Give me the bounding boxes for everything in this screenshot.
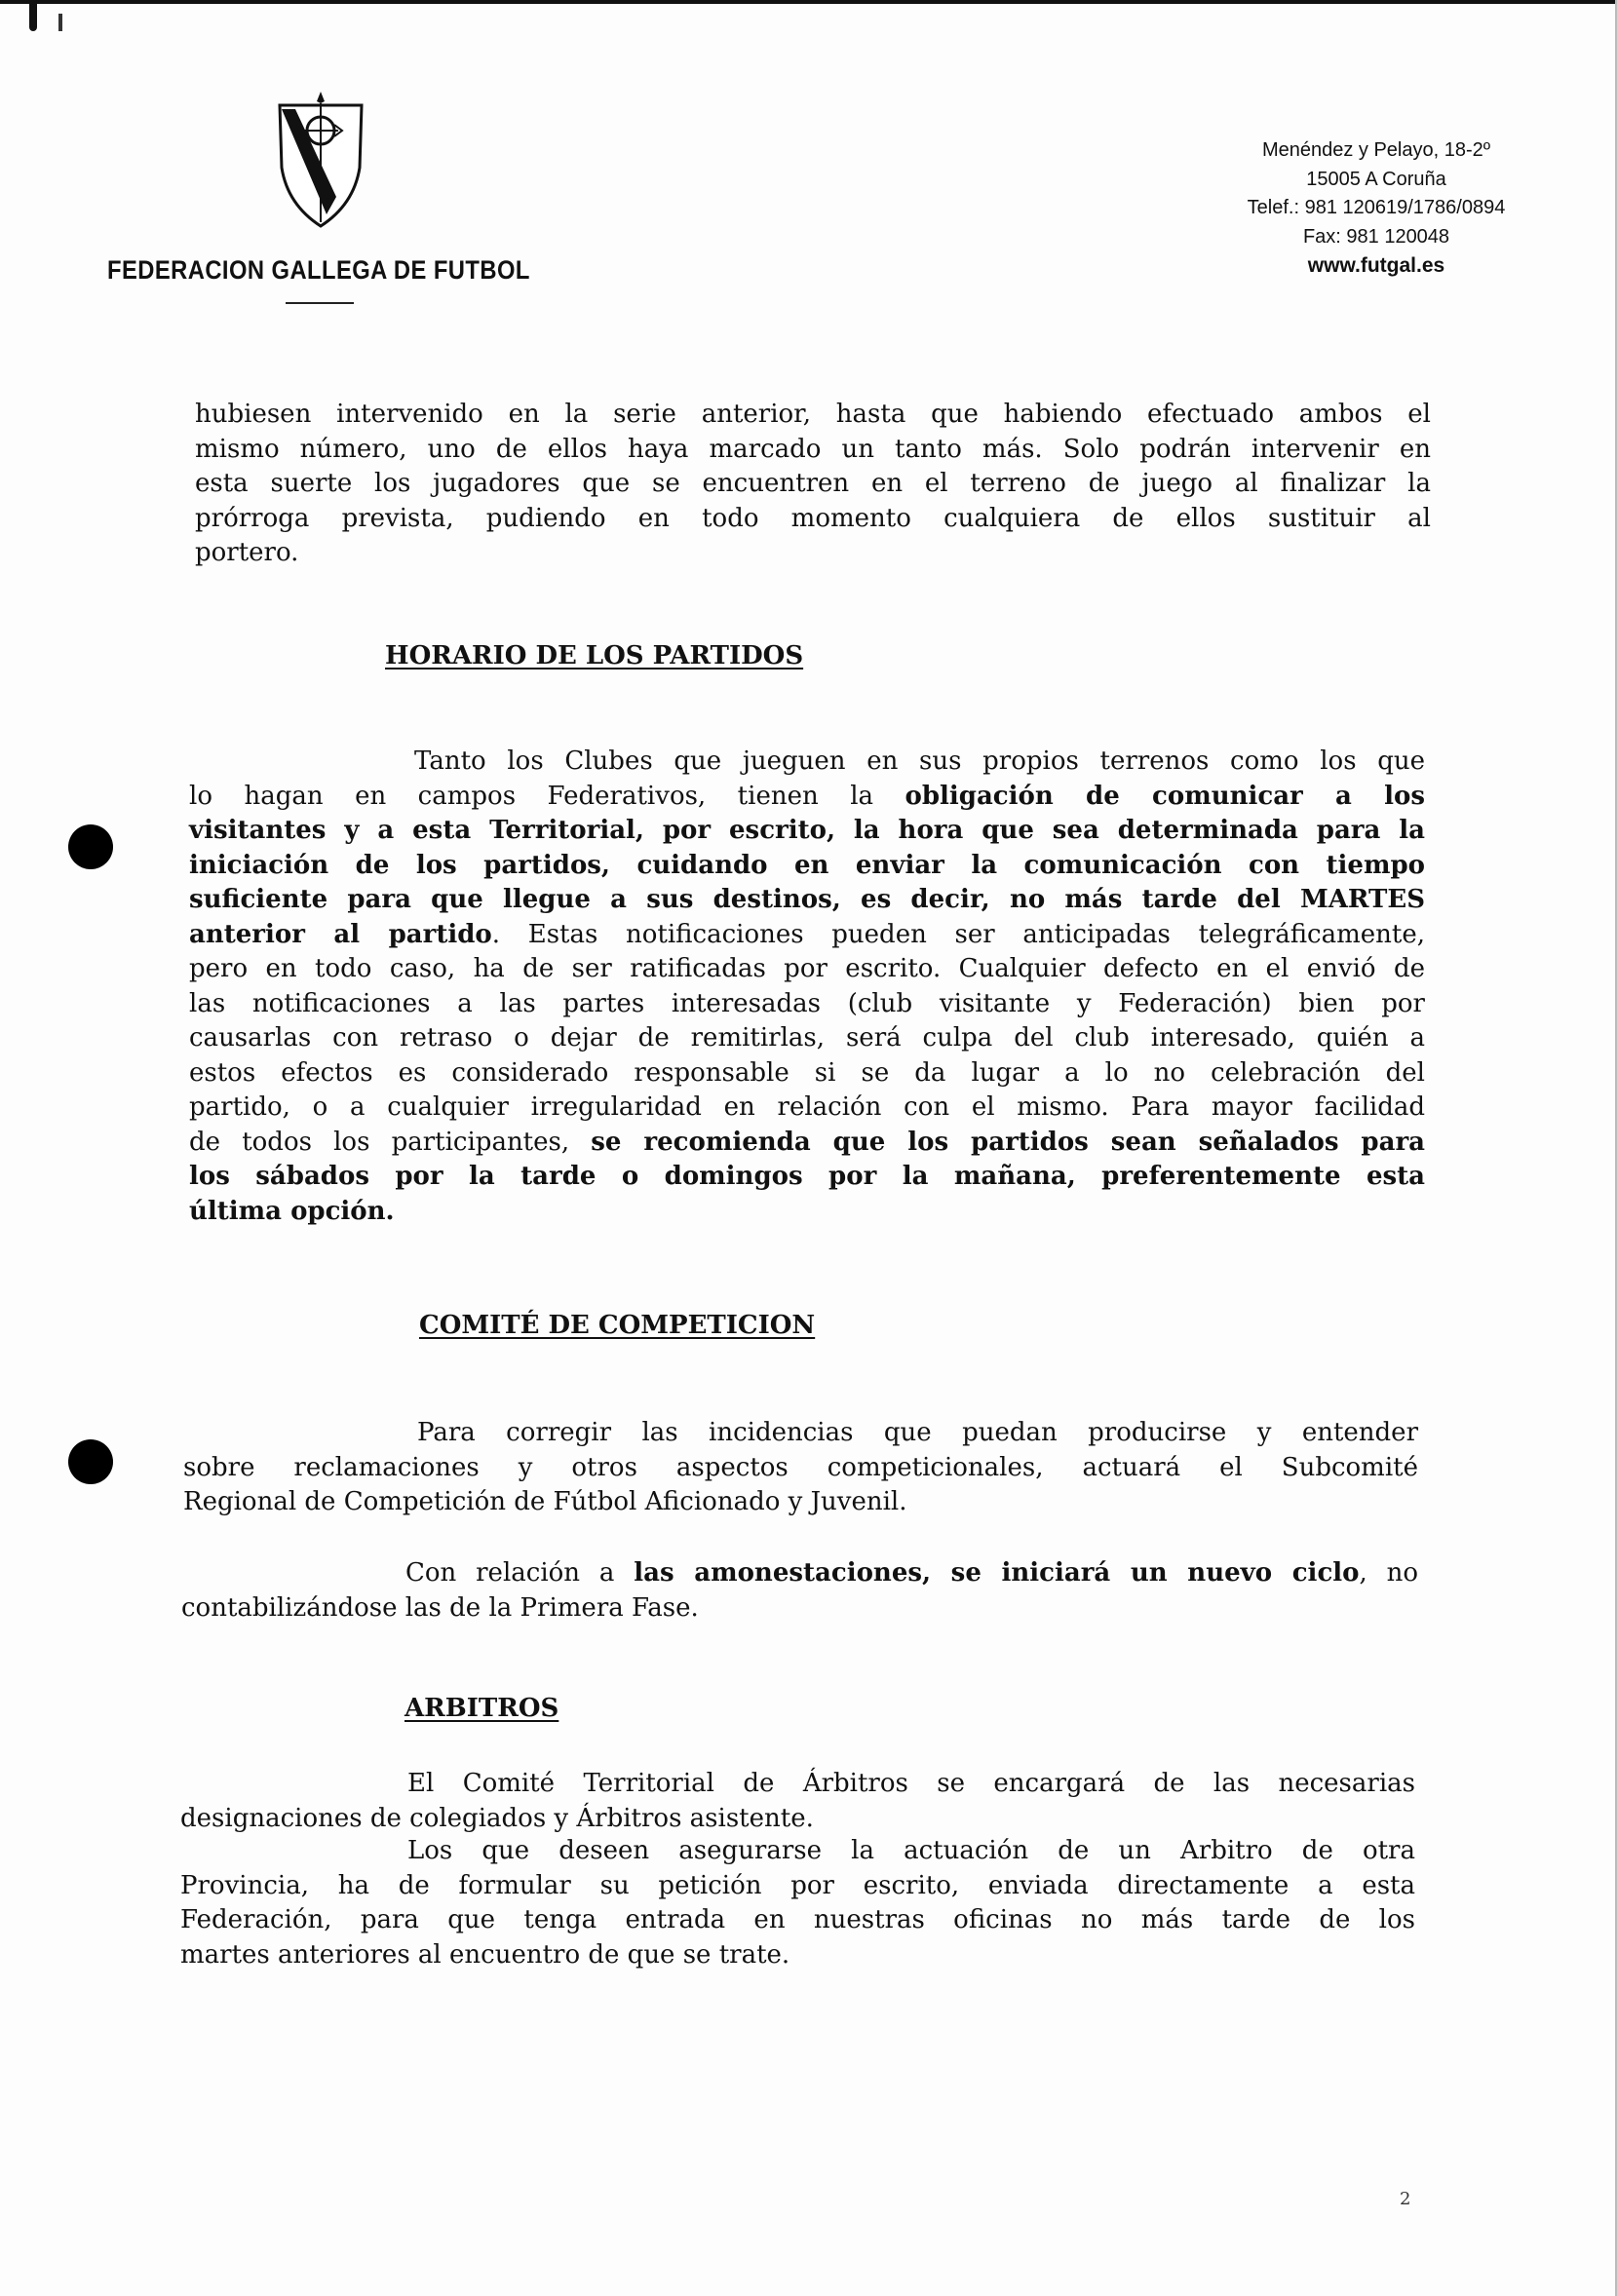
- text-line: [183, 1416, 1418, 1451]
- address-street: Menéndez y Pelayo, 18-2º: [1261, 139, 1491, 161]
- text-line: [189, 745, 1425, 780]
- text-line: [181, 1591, 1418, 1626]
- text-line: [189, 1160, 1425, 1195]
- address-city: 15005 A Coruña: [1306, 168, 1446, 190]
- text: pero en todo caso, ha de ser ratificadas por escrito. Cualquier defecto en el envió de: [189, 954, 1425, 983]
- paragraph-amonestaciones: [181, 1556, 1418, 1626]
- heading-comite: COMITÉ DE COMPETICION: [419, 1311, 816, 1340]
- text: las notificaciones a las partes interesadas (club visitante y Federación) bien por: [189, 988, 1425, 1018]
- text: Con relación a: [405, 1558, 635, 1588]
- page-number: 2: [1400, 2189, 1411, 2209]
- text-line: [195, 433, 1431, 468]
- paragraph-arbitros: [180, 1767, 1415, 1836]
- text-line: [181, 1556, 1418, 1591]
- text: El Comité Territorial de Árbitros se encargará de las necesarias: [407, 1769, 1415, 1798]
- text: Para corregir las incidencias que puedan producirse y entender: [417, 1418, 1418, 1447]
- paragraph-horario: [189, 745, 1425, 1229]
- divider: [286, 302, 354, 304]
- bold-text: obligación de comunicar a los: [905, 781, 1425, 811]
- text-line: [195, 467, 1431, 502]
- text: hubiesen intervenido en la serie anterior, hasta que habiendo efectuado ambos el: [195, 400, 1431, 429]
- paragraph-comite: [183, 1416, 1418, 1520]
- text-line: [189, 952, 1425, 987]
- text-line: [189, 918, 1425, 953]
- text-line: [189, 1126, 1425, 1161]
- text: mismo número, uno de ellos haya marcado un tanto más. Solo podrán intervenir en: [195, 434, 1431, 464]
- bold-text: iniciación de los partidos, cuidando en enviar la comunicación con tiempo: [189, 850, 1425, 880]
- text-line: [189, 987, 1425, 1022]
- scan-mark: [29, 4, 37, 31]
- hole-punch: [68, 824, 113, 869]
- text-line: [189, 1091, 1425, 1126]
- text-line: [189, 849, 1425, 884]
- fax-number: Fax: 981 120048: [1302, 225, 1450, 248]
- organization-name: FEDERACION GALLEGA DE FUTBOL: [107, 255, 530, 285]
- text-line: [189, 780, 1425, 815]
- website-link[interactable]: www.futgal.es: [1307, 254, 1445, 277]
- text: martes anteriores al encuentro de que se trate.: [180, 1939, 790, 1970]
- text-line: [183, 1451, 1418, 1486]
- text-line: [189, 883, 1425, 918]
- text: estos efectos es considerado responsable si se da lugar a lo no celebración del: [189, 1057, 1425, 1088]
- text: contabilizándose las de la Primera Fase.: [181, 1592, 699, 1623]
- contact-block: [1181, 136, 1571, 281]
- heading-horario: HORARIO DE LOS PARTIDOS: [385, 641, 804, 670]
- text: . Estas notificaciones pueden ser anticipadas telegráficamente,: [491, 919, 1425, 949]
- text-line: [189, 1056, 1425, 1091]
- text-line: [189, 1195, 1425, 1230]
- text: sobre reclamaciones y otros aspectos competicionales, actuará el Subcomité: [183, 1452, 1418, 1482]
- text-line: [180, 1834, 1415, 1869]
- bold-text: se recomienda que los partidos sean señalados para: [591, 1127, 1425, 1157]
- text-line: [183, 1485, 1418, 1520]
- bold-text: visitantes y a esta Territorial, por escrito, la hora que sea determinada para la: [189, 816, 1425, 845]
- text: Tanto los Clubes que jueguen en sus propios terrenos como los que: [414, 746, 1425, 776]
- text: de todos los participantes,: [189, 1127, 592, 1157]
- phone-number: Telef.: 981 120619/1786/0894: [1247, 197, 1506, 218]
- bold-text: anterior al partido: [189, 919, 492, 949]
- text: lo hagan en campos Federativos, tienen la: [189, 781, 905, 811]
- text: prórroga prevista, pudiendo en todo momento cualquiera de ellos sustituir al: [195, 503, 1431, 533]
- text-line: [180, 1869, 1415, 1904]
- text-line: [189, 814, 1425, 849]
- text-line: [195, 502, 1431, 537]
- text-line: [180, 1938, 1415, 1973]
- text-line: [180, 1802, 1415, 1837]
- paragraph-otra-provincia: [180, 1834, 1415, 1972]
- text-line: [189, 1021, 1425, 1056]
- federation-crest-logo: [276, 90, 366, 228]
- scan-top-border: [0, 0, 1617, 4]
- bold-text: las amonestaciones, se iniciará un nuevo ciclo: [634, 1558, 1360, 1588]
- text: Federación, para que tenga entrada en nuestras oficinas no más tarde de los: [180, 1905, 1415, 1934]
- text: , no: [1359, 1558, 1419, 1588]
- text: designaciones de colegiados y Árbitros asistente.: [180, 1803, 814, 1833]
- bold-text: suficiente para que llegue a sus destinos, es decir, no más tarde del MARTES: [189, 885, 1425, 914]
- text: partido, o a cualquier irregularidad en relación con el mismo. Para mayor facilidad: [189, 1092, 1425, 1122]
- text: Los que deseen asegurarse la actuación de un Arbitro de otra: [407, 1836, 1415, 1865]
- text: esta suerte los jugadores que se encuentren en el terreno de juego al finalizar la: [195, 469, 1431, 498]
- text-line: [180, 1767, 1415, 1802]
- text-line: [180, 1903, 1415, 1938]
- scan-mark: [58, 14, 62, 31]
- bold-text: los sábados por la tarde o domingos por la mañana, preferentemente esta: [189, 1162, 1425, 1191]
- text: Provincia, ha de formular su petición por escrito, enviada directamente a esta: [180, 1870, 1415, 1900]
- text: Regional de Competición de Fútbol Aficionado y Juvenil.: [183, 1487, 907, 1516]
- text-line: [195, 536, 1431, 571]
- hole-punch: [68, 1439, 113, 1484]
- text: causarlas con retraso o dejar de remitirlas, será culpa del club interesado, quién a: [189, 1023, 1425, 1052]
- text: portero.: [195, 538, 299, 567]
- bold-text: última opción.: [189, 1196, 395, 1226]
- heading-arbitros: ARBITROS: [404, 1694, 559, 1723]
- text-line: [195, 398, 1431, 433]
- paragraph-penalties: [195, 398, 1431, 571]
